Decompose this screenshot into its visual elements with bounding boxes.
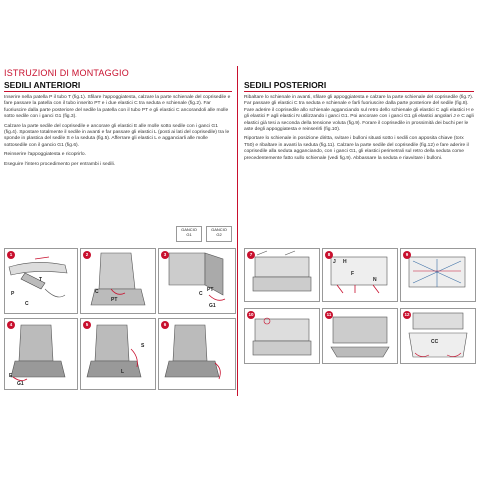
figure-12-number: 12 <box>404 312 410 317</box>
figure-6-number: 6 <box>161 321 169 329</box>
label-c: C <box>25 301 29 307</box>
label-c-3: C <box>199 291 203 297</box>
label-h: H <box>343 259 347 265</box>
figure-2-number: 2 <box>83 251 91 259</box>
figure-10-drawing <box>245 309 319 363</box>
figure-6-drawing <box>159 319 235 389</box>
label-n: N <box>373 277 377 283</box>
figure-3-number: 3 <box>161 251 169 259</box>
label-pt-2: PT <box>207 287 214 293</box>
figure-6 <box>158 318 236 390</box>
figure-5-number: 5 <box>83 321 91 329</box>
label-e: E <box>9 373 13 379</box>
figure-11 <box>322 308 398 364</box>
label-g1-2: G1 <box>17 381 24 387</box>
front-paragraph-1: Inserire nella patella P il tubo T (fig.1). Sfilare l'appoggiatesta, calzare la parte schienale del coprisedile e fare passare la patella con il tubo inserito PT e i due elastici C tra seduta e schienale (fig.2). Far fuoriuscire dalla parte posteriore del sedile la patella con il tubo PT e gli elastici C ancorandoli alle molle sotto sedile con i ganci G1 (fig.3). <box>4 95 231 120</box>
front-paragraph-3: Reinserire l'appoggiatesta e ricoprirlo. <box>4 152 86 158</box>
figure-7-drawing <box>245 249 319 301</box>
front-seats-section <box>4 80 232 171</box>
label-pt: PT <box>111 297 118 303</box>
figure-8-drawing <box>323 249 397 301</box>
rear-paragraph-1: Ribaltare lo schienale in avanti, sfilare gli appoggiatesta e calzare la parte schienale del coprisedile (fig.7). Far passare gli elastici C tra seduta e schienale e farli fuoriuscire dalla parte posteriore del sedile (fig.8). Fare aderire il coprisedile allo schienale agganciando sul retro dello schienale gli elastici C agli elastici H e gli elastici F agli elastici N utilizzando i ganci G1. Poi ancorare con i ganci G1 gli elastici angolari J e C agli elastici già tesi a seconda della tensione voluta (fig.9). Forare il coprisedile in prossimità dei buchi per le aste degli appoggiatesta e reinserirli (fig.10). <box>244 95 474 133</box>
hook-g1 <box>176 226 202 242</box>
figure-7-number: 7 <box>247 251 255 259</box>
hook-g1-name: GANCIO <box>181 227 197 232</box>
figure-2 <box>80 248 156 314</box>
label-t: T <box>39 277 43 283</box>
figure-8-number: 8 <box>325 251 333 259</box>
figure-4-drawing <box>5 319 77 389</box>
figure-10-number: 10 <box>248 312 254 317</box>
figure-7 <box>244 248 320 302</box>
label-p: P <box>11 291 15 297</box>
front-seats-heading: SEDILI ANTERIORI <box>4 80 232 92</box>
figure-2-drawing <box>81 249 155 313</box>
column-divider <box>237 66 238 396</box>
figure-3 <box>158 248 236 314</box>
label-c-2: C <box>95 289 99 295</box>
figure-9-drawing <box>401 249 475 301</box>
figure-4 <box>4 318 78 390</box>
hook-legend <box>176 226 232 242</box>
rear-seats-section <box>244 80 474 165</box>
figure-12-drawing <box>401 309 475 363</box>
figure-11-drawing <box>323 309 397 363</box>
figure-8 <box>322 248 398 302</box>
front-paragraph-2: Calzare la parte sedile del coprisedile e ancorare gli elastici E alle molle sotto sedile con i ganci G1 (fig.4). Spostare totalmente il sedile in avanti e far passare gli elastici L (posti ai lati del coprisedile) tra le sponde in plastica del sedile S e la seduta (fig.5). Afferrare gli elastici L e agganciarli alle molle sottosedile con il gancio G1 (fig.6). <box>4 123 230 148</box>
label-j: J <box>333 259 336 265</box>
label-f: F <box>351 271 355 277</box>
figure-5-drawing <box>81 319 155 389</box>
label-cc: CC <box>431 339 439 345</box>
figure-12 <box>400 308 476 364</box>
label-l: L <box>121 369 125 375</box>
figure-1-number: 1 <box>7 251 15 259</box>
label-g1: G1 <box>209 303 216 309</box>
page-title: ISTRUZIONI DI MONTAGGIO <box>4 68 129 78</box>
figure-11-number: 11 <box>326 312 332 317</box>
hook-g2 <box>206 226 232 242</box>
hook-g1-code: G1 <box>186 232 192 237</box>
figure-4-number: 4 <box>7 321 15 329</box>
figure-5 <box>80 318 156 390</box>
hook-g2-code: G2 <box>216 232 222 237</box>
figure-10 <box>244 308 320 364</box>
figure-1 <box>4 248 78 314</box>
figure-9 <box>400 248 476 302</box>
rear-paragraph-2: Riportare lo schienale in posizione diritta, svitare i bulloni situati sotto i sedili con apposita chiave (torx T50) e ribaltare in avanti la seduta (fig.11). Calzare la parte sedile del coprisedile (fig.12) e fare aderire il coprisedile alla seduta agganciando, con i ganci G1, gli elastici perimetrali sul retro della seduta come precedentemente fatto sullo schienale (vedi fig.9). Abbassare la seduta e riavvitare i bulloni. <box>244 136 469 161</box>
figure-9-number: 9 <box>403 251 411 259</box>
label-s: S <box>141 343 145 349</box>
rear-seats-heading: SEDILI POSTERIORI <box>244 80 474 92</box>
figure-3-drawing <box>159 249 235 313</box>
front-paragraph-4: Eseguire l'intero procedimento per entrambi i sedili. <box>4 161 116 167</box>
hook-g2-name: GANCIO <box>211 227 227 232</box>
